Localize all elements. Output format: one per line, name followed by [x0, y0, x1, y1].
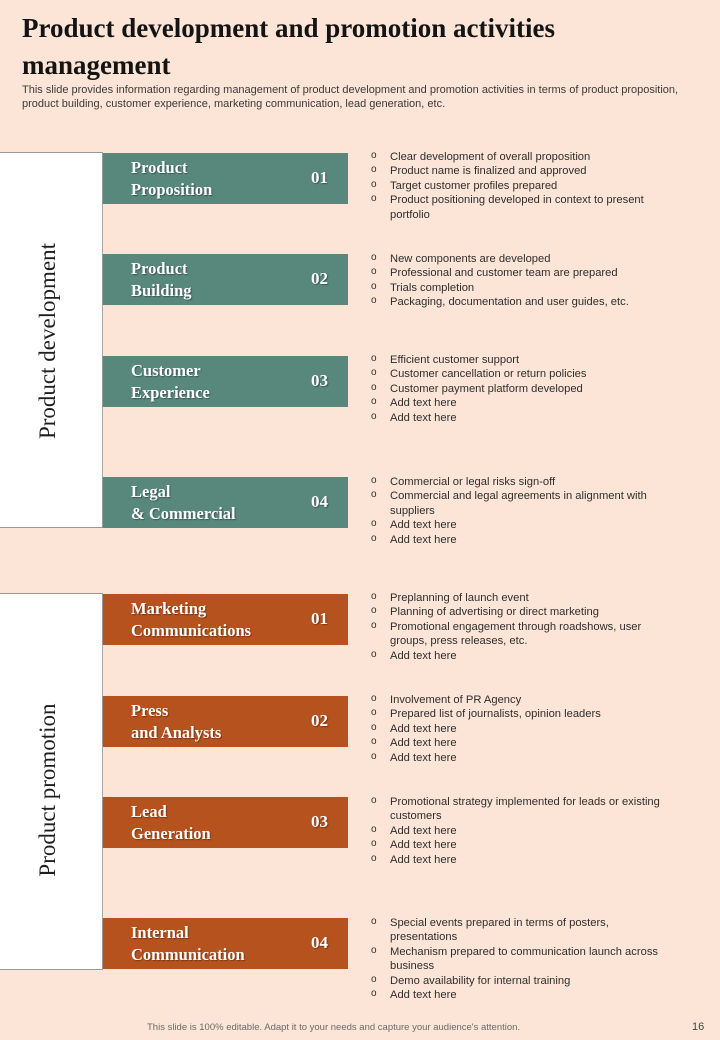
list-item: o Add text here: [371, 838, 671, 852]
list-item: o Add text here: [371, 722, 671, 736]
connector-line: [102, 848, 103, 918]
list-item: o Add text here: [371, 751, 671, 765]
list-item: o Add text here: [371, 736, 671, 750]
list-item: o Preplanning of launch event: [371, 591, 671, 605]
card-title: Marketing Communications: [131, 599, 252, 640]
card-title: Customer Experience: [131, 361, 210, 402]
card-press-analysts: [103, 696, 348, 747]
card-title: Legal & Commercial: [131, 482, 236, 523]
card-number: 01: [311, 168, 328, 187]
list-item: o Demo availability for internal training: [371, 974, 671, 988]
list-item: o Add text here: [371, 824, 671, 838]
list-item: o Add text here: [371, 396, 671, 410]
connector-line: [102, 204, 103, 254]
footer-note: This slide is 100% editable. Adapt it to your needs and capture your audience's attention.: [147, 1022, 521, 1033]
list-item: o Special events prepared in terms of posters, presentations: [371, 916, 671, 945]
list-item: o Clear development of overall proposition: [371, 150, 671, 164]
bullet-list-legal-commercial: [371, 475, 671, 547]
section-box-development: [0, 152, 103, 528]
list-item: o Prepared list of journalists, opinion leaders: [371, 707, 671, 721]
bullet-list-customer-experience: [371, 353, 671, 425]
card-title: Internal Communication: [131, 923, 245, 964]
card-legal-commercial: [103, 477, 348, 528]
list-item: o Target customer profiles prepared: [371, 179, 671, 193]
page-subtitle: This slide provides information regarding management of product development and promotion activities in terms of product proposition, product building, customer experience, marketing communication, lead generation, etc.: [22, 84, 679, 110]
list-item: o Add text here: [371, 518, 671, 532]
section-box-promotion: [0, 593, 103, 970]
list-item: o Commercial or legal risks sign-off: [371, 475, 671, 489]
list-item: o Product name is finalized and approved: [371, 164, 671, 178]
card-number: 01: [311, 609, 328, 628]
card-number: 02: [311, 269, 328, 288]
card-title: Press and Analysts: [131, 701, 222, 742]
card-internal-communication: [103, 918, 348, 969]
list-item: o Customer payment platform developed: [371, 382, 671, 396]
card-number: 04: [311, 492, 328, 511]
list-item: o Add text here: [371, 411, 671, 425]
bullet-list-internal-communication: [371, 916, 671, 1002]
list-item: o Add text here: [371, 853, 671, 867]
card-number: 04: [311, 933, 328, 952]
list-item: o Product positioning developed in context to present portfolio: [371, 193, 671, 222]
card-number: 02: [311, 711, 328, 730]
page-number: 16: [692, 1021, 705, 1033]
card-customer-experience: [103, 356, 348, 407]
list-item: o Add text here: [371, 533, 671, 547]
section-label-promotion: Product promotion: [35, 703, 60, 877]
list-item: o Packaging, documentation and user guides, etc.: [371, 295, 671, 309]
card-title: Product Proposition: [131, 158, 213, 199]
list-item: o Promotional strategy implemented for leads or existing customers: [371, 795, 671, 824]
list-item: o Add text here: [371, 649, 671, 663]
card-product-building: [103, 254, 348, 305]
list-item: o Mechanism prepared to communication launch across business: [371, 945, 671, 974]
bullet-list-press-analysts: [371, 693, 671, 765]
list-item: o Involvement of PR Agency: [371, 693, 671, 707]
bullet-list-lead-generation: [371, 795, 671, 867]
card-title: Product Building: [131, 259, 192, 300]
card-number: 03: [311, 371, 328, 390]
list-item: o Planning of advertising or direct marketing: [371, 605, 671, 619]
list-item: o Add text here: [371, 988, 671, 1002]
bullet-list-product-building: [371, 252, 671, 310]
list-item: o Commercial and legal agreements in alignment with suppliers: [371, 489, 671, 518]
section-label-development: Product development: [35, 242, 60, 440]
card-number: 03: [311, 812, 328, 831]
card-product-proposition: [103, 153, 348, 204]
list-item: o Promotional engagement through roadshows, user groups, press releases, etc.: [371, 620, 671, 649]
bullet-list-marketing-communications: [371, 591, 671, 663]
bullet-list-product-proposition: [371, 150, 671, 222]
connector-line: [102, 645, 103, 696]
connector-line: [102, 305, 103, 356]
list-item: o Professional and customer team are prepared: [371, 266, 671, 280]
list-item: o New components are developed: [371, 252, 671, 266]
card-marketing-communications: [103, 594, 348, 645]
card-lead-generation: [103, 797, 348, 848]
list-item: o Efficient customer support: [371, 353, 671, 367]
page-title: Product development and promotion activities management: [22, 13, 555, 80]
connector-line: [102, 407, 103, 477]
list-item: o Customer cancellation or return policies: [371, 367, 671, 381]
connector-line: [102, 746, 103, 797]
card-title: Lead Generation: [131, 802, 211, 843]
list-item: o Trials completion: [371, 281, 671, 295]
